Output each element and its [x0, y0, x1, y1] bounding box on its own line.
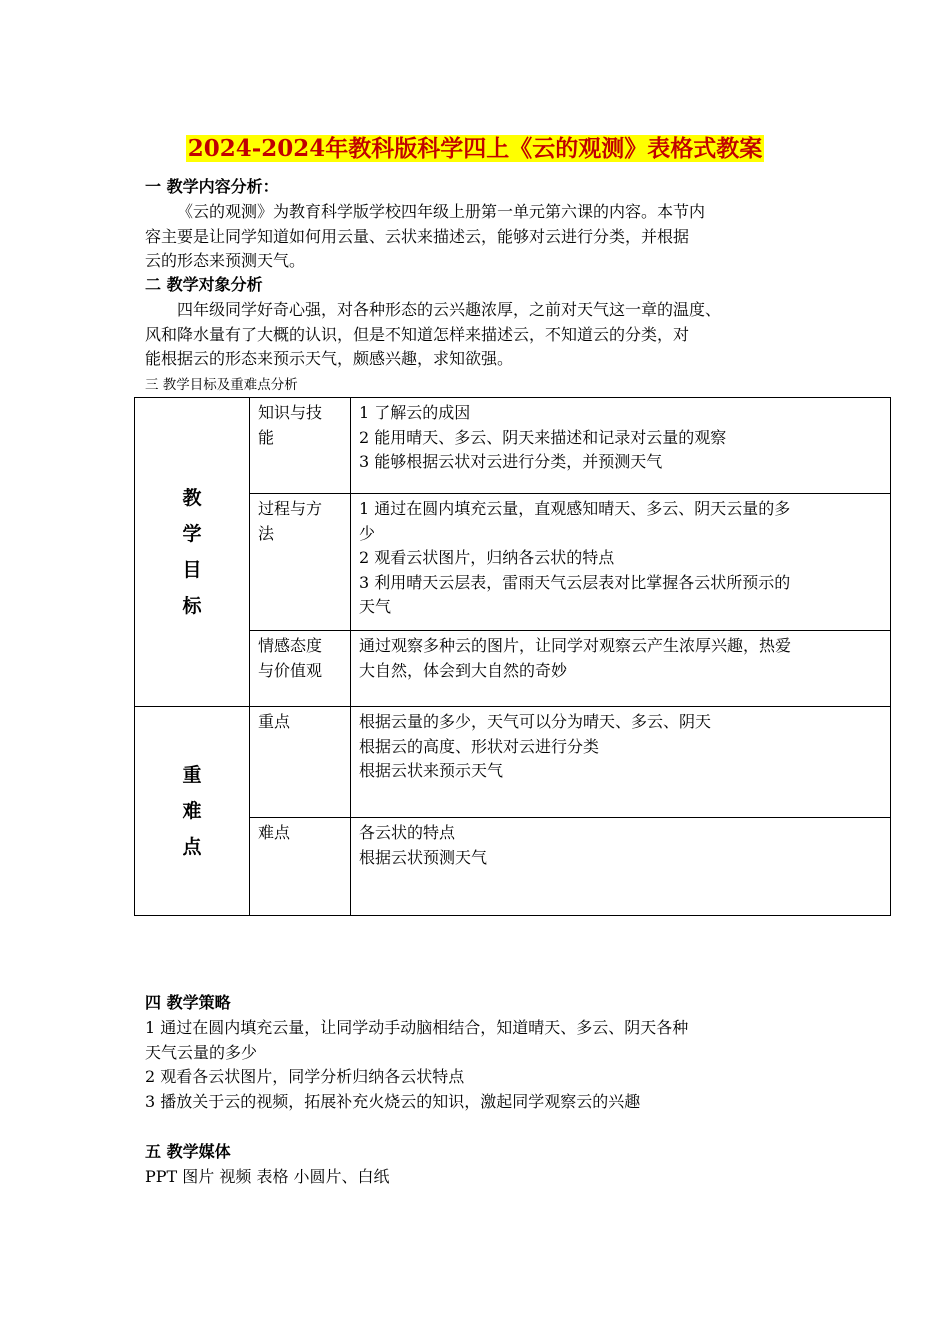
- content-line: 3 能够根据云状对云进行分类，并预测天气: [359, 452, 663, 471]
- group-char: 学: [182, 523, 202, 545]
- label-line: 知识与技: [258, 403, 323, 422]
- label-line: 与价值观: [258, 660, 323, 680]
- section4-line: 1 通过在圆内填充云量，让同学动手动脑相结合，知道晴天、多云、阴天各种: [145, 1018, 689, 1037]
- content-line: 1 通过在圆内填充云量，直观感知晴天、多云、阴天云量的多: [359, 499, 791, 518]
- section4-line: 天气云量的多少: [145, 1042, 258, 1062]
- content-line: 根据云状预测天气: [359, 847, 488, 867]
- group-char: 标: [182, 595, 202, 617]
- row-content: [351, 398, 891, 494]
- section3-heading: 三 教学目标及重难点分析: [145, 377, 298, 393]
- content-line: 根据云的高度、形状对云进行分类: [359, 736, 600, 756]
- group-char: 重: [182, 764, 202, 786]
- content-line: 通过观察多种云的图片，让同学对观察云产生浓厚兴趣，热爱: [359, 636, 792, 655]
- content-line: 2 能用晴天、多云、阴天来描述和记录对云量的观察: [359, 427, 727, 447]
- label-line: 重点: [258, 712, 291, 731]
- section1-line: 云的形态来预测天气。: [145, 251, 306, 270]
- section2-line: 四年级同学好奇心强，对各种形态的云兴趣浓厚，之前对天气这一章的温度、: [177, 300, 722, 319]
- section2-line: 能根据云的形态来预示天气，颇感兴趣，求知欲强。: [145, 349, 514, 368]
- label-line: 情感态度: [258, 636, 323, 655]
- content-line: 大自然，体会到大自然的奇妙: [359, 660, 568, 680]
- label-line: 过程与方: [258, 499, 323, 518]
- content-line: 1 了解云的成因: [359, 403, 471, 422]
- group-char: 点: [182, 836, 202, 858]
- section4-body: [145, 1016, 825, 1114]
- content-line: 各云状的特点: [359, 823, 456, 842]
- row-content: [351, 494, 891, 631]
- section4-heading: 四 教学策略: [145, 993, 231, 1012]
- section1-line: 《云的观测》为教育科学版学校四年级上册第一单元第六课的内容。本节内: [177, 202, 706, 221]
- section5-heading: 五 教学媒体: [145, 1142, 231, 1161]
- section1-body: [145, 200, 825, 274]
- section2-heading: 二 教学对象分析: [145, 275, 263, 294]
- document-title: [0, 134, 950, 164]
- content-line: 3 利用晴天云层表，雷雨天气云层表对比掌握各云状所预示的: [359, 572, 791, 592]
- row-label: [250, 707, 351, 818]
- content-line: 根据云量的多少，天气可以分为晴天、多云、阴天: [359, 712, 712, 731]
- group-teaching-objectives: [135, 398, 250, 707]
- content-line: 少: [359, 523, 376, 543]
- content-line: 根据云状来预示天气: [359, 761, 504, 780]
- title-text: 2024-2024年教科版科学四上《云的观测》表格式教案: [187, 135, 763, 162]
- row-label: [250, 818, 351, 916]
- label-line: 法: [258, 523, 275, 543]
- section5-body: PPT 图片 视频 表格 小圆片、白纸: [145, 1167, 390, 1186]
- label-line: 难点: [258, 823, 291, 842]
- table-row: [135, 707, 891, 818]
- section4-line: 3 播放关于云的视频，拓展补充火烧云的知识，激起同学观察云的兴趣: [145, 1091, 641, 1111]
- row-content: [351, 707, 891, 818]
- content-line: 天气: [359, 597, 392, 616]
- section2-line: 风和降水量有了大概的认识，但是不知道怎样来描述云，不知道云的分类，对: [145, 324, 690, 344]
- table-row: [135, 398, 891, 494]
- content-line: 2 观看云状图片，归纳各云状的特点: [359, 548, 615, 567]
- group-char: 难: [182, 800, 202, 822]
- group-key-difficult-points: [135, 707, 250, 916]
- row-content: [351, 631, 891, 707]
- row-label: [250, 631, 351, 707]
- row-content: [351, 818, 891, 916]
- row-label: [250, 398, 351, 494]
- row-label: [250, 494, 351, 631]
- group-char: 教: [182, 487, 202, 509]
- section2-body: [145, 298, 825, 372]
- label-line: 能: [258, 427, 275, 447]
- section1-line: 容主要是让同学知道如何用云量、云状来描述云，能够对云进行分类，并根据: [145, 226, 690, 246]
- section4-line: 2 观看各云状图片，同学分析归纳各云状特点: [145, 1067, 465, 1086]
- section1-heading: 一 教学内容分析：: [145, 177, 279, 196]
- objectives-table: [134, 397, 891, 916]
- group-char: 目: [182, 559, 202, 581]
